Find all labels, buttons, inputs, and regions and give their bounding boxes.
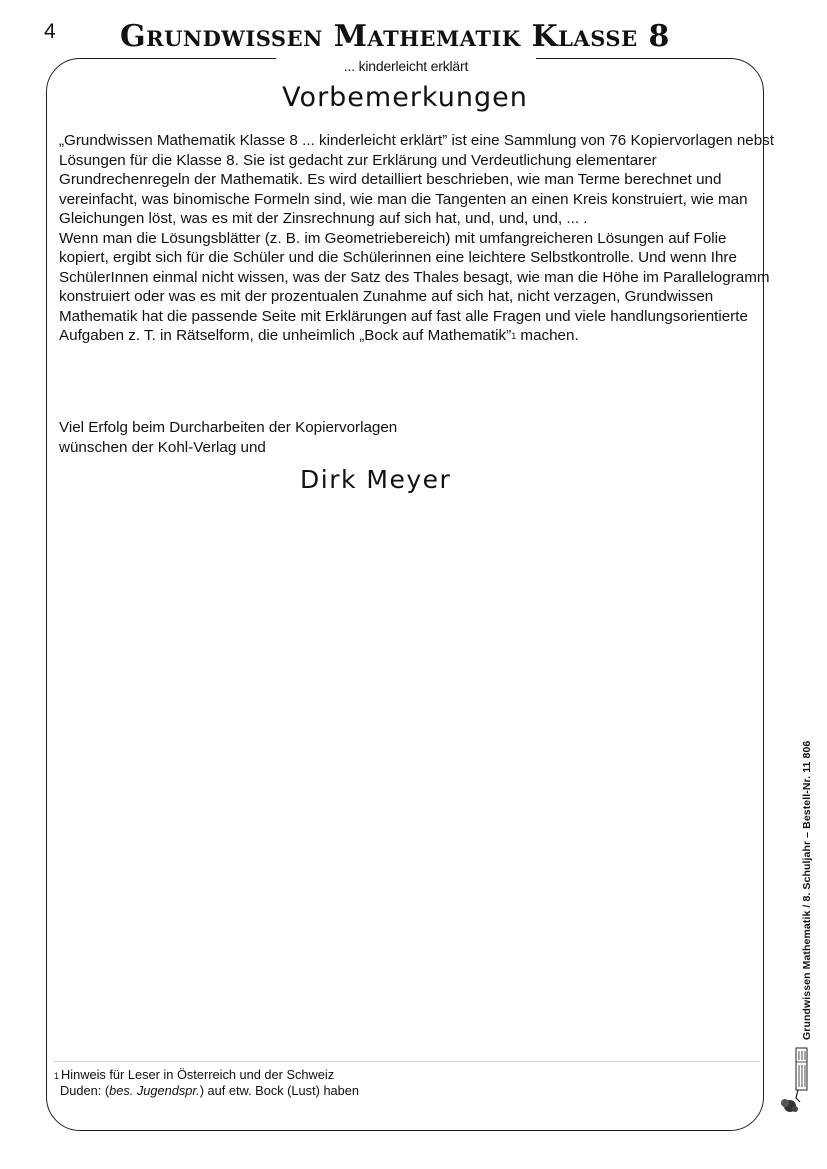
author-signature: Dirk Meyer — [300, 465, 452, 494]
paragraph-2 — [59, 229, 774, 346]
paragraph-2-text: Wenn man die Lösungsblätter (z. B. im Geometriebereich) mit umfangreicheren Lösungen auf Folie kopiert, ergibt sich für die Schüler und die Schülerinnen eine leichtere Selbstkontrolle. Und wenn Ihre SchülerInnen einmal nicht wissen, was der Satz des Thales besagt, wie man die Höhe im Parallelogramm konstruiert oder was es mit der prozentualen Zunahme auf sich hat, nicht verzagen, Grundwissen Mathematik hat die passende Seite mit Erklärungen auf fast alle Fragen und viele handlungsorientierte Aufgaben z. T. in Rätselform, die unheimlich „Bock auf Mathematik” — [59, 229, 770, 344]
footnote-reference: 1 — [511, 331, 517, 341]
footnote-text-2-italic: bes. Jugendspr. — [109, 1083, 200, 1098]
paragraph-1: „Grundwissen Mathematik Klasse 8 ... kinderleicht erklärt” ist eine Sammlung von 76 Kopiervorlagen nebst Lösungen für die Klasse 8. Sie ist gedacht zur Erklärung und Verdeutlichung elementarer Grundrechenregeln der Mathematik. Es wird detailliert beschrieben, wie man Terme berechnet und vereinfacht, was binomische Formeln sind, wie man die Tangenten an einen Kreis konstruiert, wie man Gleichungen löst, was es mit der Zinsrechnung auf sich hat, und, und, und, ... . — [59, 132, 774, 227]
footnote-text-1: Hinweis für Leser in Österreich und der Schweiz — [61, 1067, 335, 1082]
paragraph-2-end: machen. — [516, 327, 579, 344]
document-subtitle: ... kinderleicht erklärt — [276, 56, 536, 76]
footnote-marker: 1 — [54, 1071, 60, 1081]
publisher-logo — [776, 1046, 810, 1116]
footnote-line-1 — [54, 1067, 754, 1083]
closing-line-2: wünschen der Kohl-Verlag und — [59, 438, 266, 456]
closing-line-1: Viel Erfolg beim Durcharbeiten der Kopiervorlagen — [59, 419, 398, 436]
section-title: Vorbemerkungen — [282, 82, 528, 113]
page-number: 4 — [44, 20, 56, 43]
footnote-text-2-prefix: Duden: ( — [60, 1083, 110, 1098]
document-title: Grundwissen Mathematik Klasse 8 — [120, 19, 670, 54]
closing-greeting — [59, 418, 559, 457]
side-order-info: Grundwissen Mathematik / 8. Schuljahr – Bestell-Nr. 11 806 — [801, 740, 813, 1040]
footnote-divider — [54, 1061, 760, 1062]
footnote — [54, 1067, 754, 1099]
footnote-line-2 — [54, 1083, 754, 1099]
intro-text — [59, 131, 774, 346]
footnote-text-2-suffix: ) auf etw. Bock (Lust) haben — [199, 1083, 360, 1098]
